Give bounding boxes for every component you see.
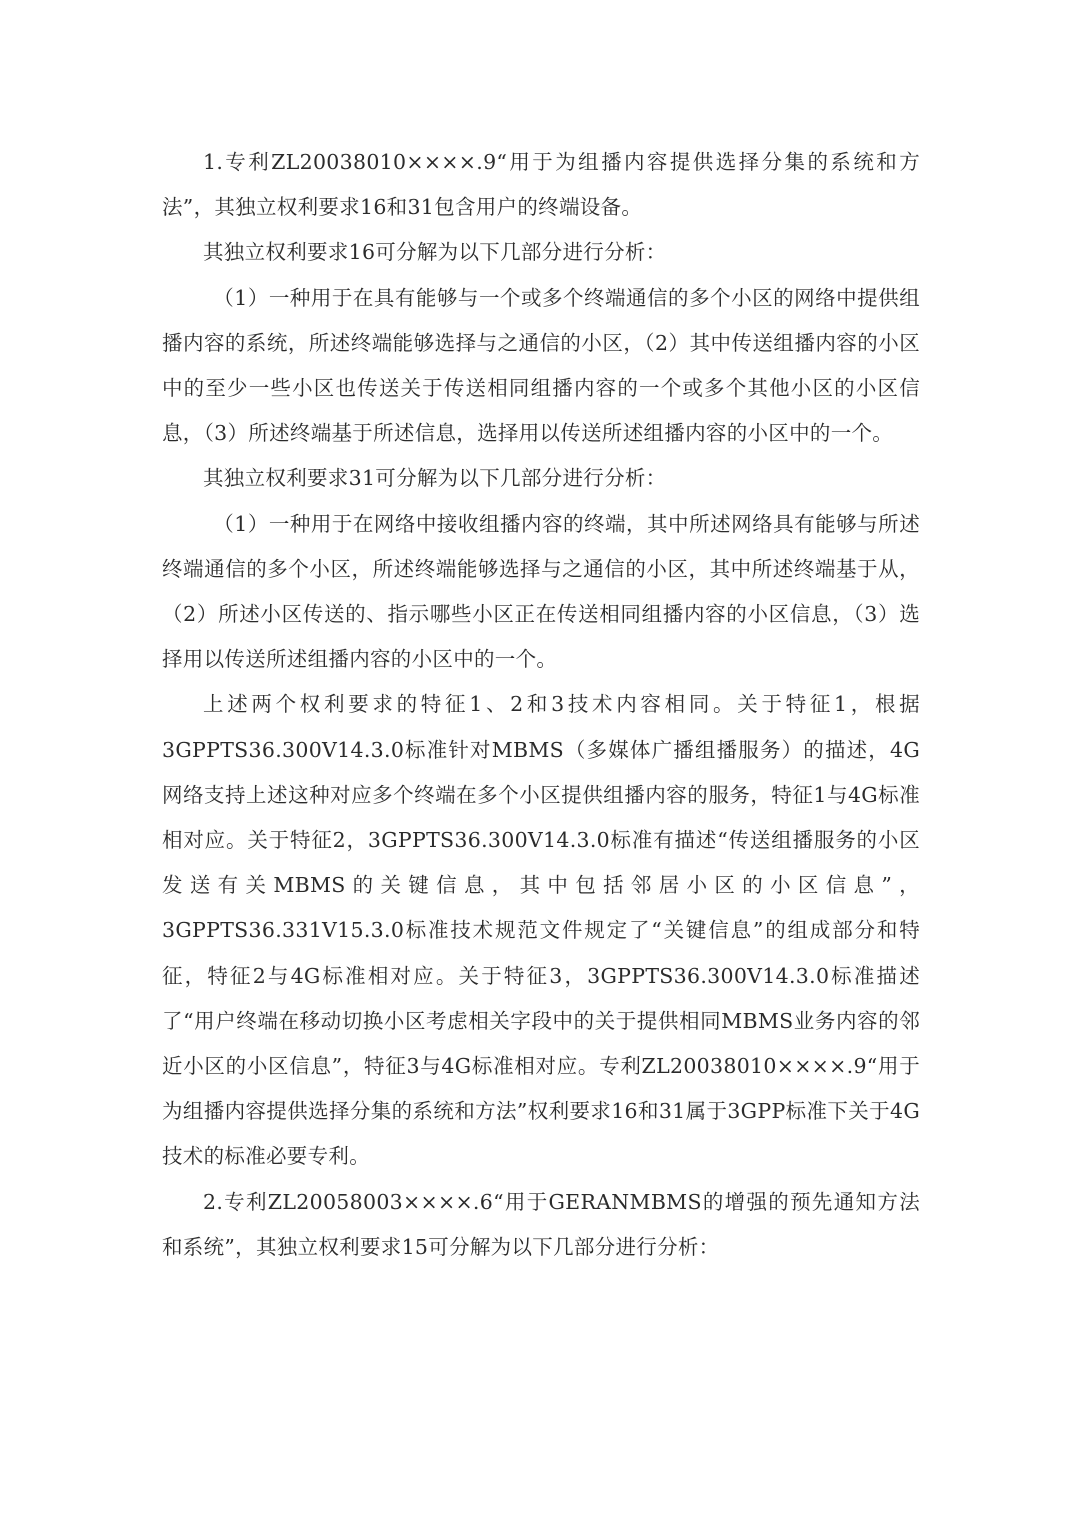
paragraph-claim-31-analysis: （1）一种用于在网络中接收组播内容的终端，其中所述网络具有能够与所述终端通信的多个小区，所述终端能够选择与之通信的小区，其中所述终端基于从，（2）所述小区传送的、指示哪些小区正在传送相同组播内容的小区信息，（3）选择用以传送所述组播内容的小区中的一个。 xyxy=(162,511,920,672)
paragraph-patent-2-intro: 2.专利ZL20058003××××.6“用于GERANMBMS的增强的预先通知方法和系统”，其独立权利要求15可分解为以下几部分进行分析： xyxy=(162,1189,920,1259)
paragraph-claim-16-heading: 其独立权利要求16可分解为以下几部分进行分析： xyxy=(203,240,667,265)
paragraph-claim-31-heading: 其独立权利要求31可分解为以下几部分进行分析： xyxy=(203,466,667,491)
paragraph-patent-1-intro: 1.专利ZL20038010××××.9“用于为组播内容提供选择分集的系统和方法”，其独立权利要求16和31包含用户的终端设备。 xyxy=(162,150,920,220)
document-body xyxy=(162,140,920,1270)
paragraph-claim-16-analysis: （1）一种用于在具有能够与一个或多个终端通信的多个小区的网络中提供组播内容的系统，所述终端能够选择与之通信的小区，（2）其中传送组播内容的小区中的至少一些小区也传送关于传送相同组播内容的一个或多个其他小区的小区信息，（3）所述终端基于所述信息，选择用以传送所述组播内容的小区中的一个。 xyxy=(162,285,920,446)
paragraph-feature-comparison: 上述两个权利要求的特征1、2和3技术内容相同。关于特征1，根据3GPPTS36.300V14.3.0标准针对MBMS（多媒体广播组播服务）的描述，4G网络支持上述这种对应多个终端在多个小区提供组播内容的服务，特征1与4G标准相对应。关于特征2，3GPPTS36.300V14.3.0标准有描述“传送组播服务的小区发送有关MBMS的关键信息，其中包括邻居小区的小区信息”，3GPPTS36.331V15.3.0标准技术规范文件规定了“关键信息”的组成部分和特征，特征2与4G标准相对应。关于特征3，3GPPTS36.300V14.3.0标准描述了“用户终端在移动切换小区考虑相关字段中的关于提供相同MBMS业务内容的邻近小区的小区信息”，特征3与4G标准相对应。专利ZL20038010××××.9“用于为组播内容提供选择分集的系统和方法”权利要求16和31属于3GPP标准下关于4G技术的标准必要专利。 xyxy=(162,692,920,1169)
